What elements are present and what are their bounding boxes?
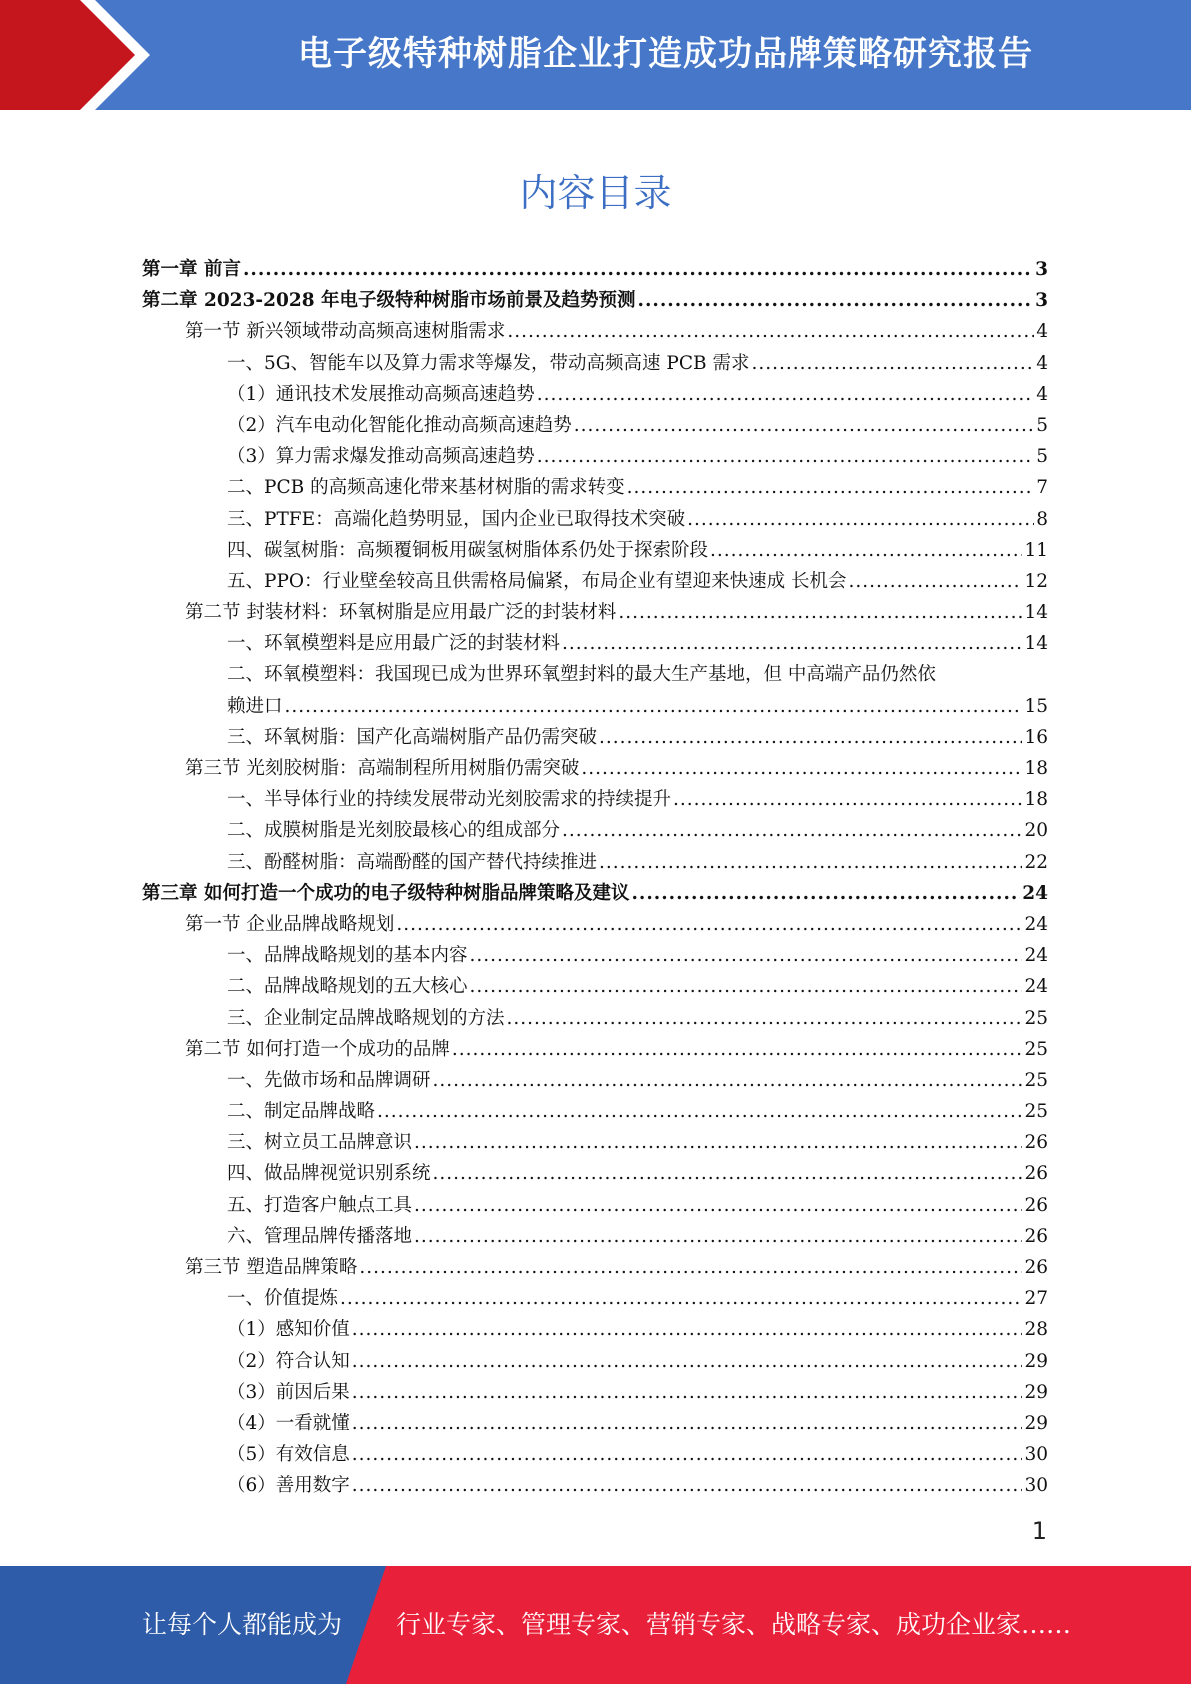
toc-entry-page: 25 (1024, 1101, 1048, 1123)
toc-entry-title: （4）一看就懂 (227, 1412, 350, 1434)
toc-entry[interactable] (142, 535, 1048, 566)
toc-entry[interactable] (142, 1408, 1048, 1439)
toc-entry-page: 25 (1024, 1069, 1048, 1091)
toc-entry-title: 四、做品牌视觉识别系统 (227, 1163, 431, 1185)
toc-entry-page: 4 (1036, 352, 1048, 374)
toc-entry[interactable] (142, 254, 1048, 285)
toc-leader-dots (414, 1190, 1022, 1221)
toc-entry[interactable] (142, 909, 1048, 940)
toc-leader-dots (599, 847, 1022, 878)
toc-entry-title: 第一章 前言 (142, 259, 241, 280)
toc-heading: 内容目录 (519, 171, 672, 215)
toc-leader-dots (574, 410, 1034, 441)
toc-entry-page: 25 (1024, 1007, 1048, 1029)
toc-entry-page: 20 (1024, 820, 1048, 842)
toc-entry-page: 14 (1024, 633, 1048, 655)
toc-entry[interactable] (142, 1158, 1048, 1189)
toc-leader-dots (687, 504, 1034, 535)
toc-leader-dots (352, 1439, 1023, 1470)
toc-leader-dots (433, 1158, 1023, 1189)
toc-entry[interactable] (142, 1283, 1048, 1314)
toc-entry[interactable] (142, 597, 1048, 628)
toc-entry-title: 第一节 新兴领域带动高频高速树脂需求 (185, 321, 506, 343)
toc-entry-title: 二、环氧模塑料：我国现已成为世界环氧塑封料的最大生产基地，但 中高端产品仍然依 (227, 664, 936, 686)
toc-entry-page: 26 (1024, 1257, 1048, 1279)
toc-entry[interactable] (142, 722, 1048, 753)
toc-entry-page: 18 (1024, 789, 1048, 811)
toc-entry-title: 六、管理品牌传播落地 (227, 1225, 413, 1247)
toc-leader-dots (537, 379, 1034, 410)
toc-entry-page: 24 (1024, 945, 1048, 967)
toc-entry-page: 27 (1024, 1288, 1048, 1310)
toc-entry-page: 3 (1035, 290, 1048, 312)
toc-entry-title: 二、PCB 的高频高速化带来基材树脂的需求转变 (227, 477, 625, 499)
toc-entry-title: 三、酚醛树脂：高端酚醛的国产替代持续推进 (227, 851, 598, 873)
toc-leader-dots (752, 348, 1035, 379)
toc-entry[interactable] (142, 1190, 1048, 1221)
toc-entry[interactable] (142, 1065, 1048, 1096)
toc-entry[interactable] (142, 628, 1048, 659)
toc-entry-title: 二、制定品牌战略 (227, 1101, 376, 1123)
toc-entry[interactable] (142, 379, 1048, 410)
toc-entry-title: 一、环氧模塑料是应用最广泛的封装材料 (227, 633, 561, 655)
toc-entry-page: 4 (1036, 383, 1048, 405)
toc-leader-dots (285, 691, 1023, 722)
toc-entry-title: 一、先做市场和品牌调研 (227, 1069, 431, 1091)
footer-slogan-right: 行业专家、管理专家、营销专家、战略专家、成功企业家…… (396, 1610, 1072, 1639)
toc-leader-dots (243, 254, 1033, 285)
toc-leader-dots (470, 940, 1023, 971)
header-banner (0, 0, 1191, 110)
toc-leader-dots (673, 784, 1022, 815)
page-number: 1 (1031, 1517, 1047, 1545)
toc-entry-title: 第三节 光刻胶树脂：高端制程所用树脂仍需突破 (185, 758, 580, 780)
toc-entry-title: 三、企业制定品牌战略规划的方法 (227, 1007, 505, 1029)
toc-entry-title: 一、品牌战略规划的基本内容 (227, 945, 468, 967)
toc-entry-page: 14 (1024, 602, 1048, 624)
toc-entry-title: 第三章 如何打造一个成功的电子级特种树脂品牌策略及建议 (142, 882, 630, 904)
toc-entry-title: 第二节 封装材料：环氧树脂是应用最广泛的封装材料 (185, 602, 617, 624)
toc-entry-page: 24 (1024, 913, 1048, 935)
toc-entry-page: 16 (1024, 726, 1048, 748)
toc-leader-dots (359, 1252, 1022, 1283)
toc-entry-page: 25 (1024, 1038, 1048, 1060)
toc-entry-page: 22 (1024, 851, 1048, 873)
toc-entry[interactable] (142, 504, 1048, 535)
toc-entry-page: 4 (1036, 321, 1048, 343)
toc-leader-dots (377, 1096, 1022, 1127)
toc-entry[interactable] (142, 815, 1048, 846)
toc-entry[interactable] (142, 1096, 1048, 1127)
toc-entry-title: （3）算力需求爆发推动高频高速趋势 (227, 446, 535, 468)
toc-leader-dots (507, 316, 1034, 347)
toc-entry[interactable] (142, 1127, 1048, 1158)
toc-entry-page: 30 (1024, 1475, 1048, 1497)
toc-entry[interactable] (142, 285, 1048, 316)
toc-entry[interactable] (142, 940, 1048, 971)
toc-entry-page: 26 (1024, 1132, 1048, 1154)
toc-entry[interactable] (142, 659, 1048, 721)
toc-entry-page: 5 (1036, 414, 1048, 436)
toc-entry-page: 26 (1024, 1225, 1048, 1247)
toc-entry-page: 11 (1024, 539, 1048, 561)
toc-entry[interactable] (142, 1470, 1048, 1501)
toc-entry[interactable] (142, 753, 1048, 784)
toc-leader-dots (507, 1003, 1023, 1034)
toc-entry-title: （1）感知价值 (227, 1319, 350, 1341)
toc-entry-page: 3 (1035, 259, 1048, 280)
toc-leader-dots (581, 753, 1022, 784)
toc-entry-title: （5）有效信息 (227, 1444, 350, 1466)
toc-entry-title: （2）汽车电动化智能化推动高频高速趋势 (227, 414, 572, 436)
toc-entry-title: 三、环氧树脂：国产化高端树脂产品仍需突破 (227, 726, 598, 748)
toc-entry-title: 三、树立员工品牌意识 (227, 1132, 413, 1154)
toc-entry-title: 第一节 企业品牌战略规划 (185, 913, 395, 935)
toc-entry-title: 一、半导体行业的持续发展带动光刻胶需求的持续提升 (227, 789, 672, 811)
toc-leader-dots (414, 1221, 1022, 1252)
toc-entry-page: 18 (1024, 758, 1048, 780)
toc-entry-page: 30 (1024, 1444, 1048, 1466)
toc-leader-dots (352, 1377, 1023, 1408)
toc-entry[interactable] (142, 1252, 1048, 1283)
toc-entry[interactable] (142, 348, 1048, 379)
footer-slogan-left: 让每个人都能成为 (142, 1610, 343, 1639)
toc-entry-page: 29 (1024, 1412, 1048, 1434)
toc-entry[interactable] (142, 316, 1048, 347)
toc-entry-title: 第二章 2023-2028 年电子级特种树脂市场前景及趋势预测 (142, 290, 636, 312)
toc-entry-title: 三、PTFE：高端化趋势明显，国内企业已取得技术突破 (227, 508, 686, 530)
toc-entry-title: （6）善用数字 (227, 1475, 350, 1497)
toc-entry-title: 二、品牌战略规划的五大核心 (227, 976, 468, 998)
toc-entry[interactable] (142, 1314, 1048, 1345)
toc-entry-title: 第三节 塑造品牌策略 (185, 1257, 358, 1279)
toc-entry[interactable] (142, 878, 1048, 909)
toc-leader-dots (562, 628, 1022, 659)
toc-entry[interactable] (142, 1346, 1048, 1377)
table-of-contents (142, 254, 1048, 1502)
toc-leader-dots (631, 878, 1020, 909)
toc-entry[interactable] (142, 1003, 1048, 1034)
toc-leader-dots (537, 441, 1034, 472)
toc-leader-dots (470, 971, 1023, 1002)
toc-leader-dots (710, 535, 1022, 566)
toc-entry-title: 四、碳氢树脂：高频覆铜板用碳氢树脂体系仍处于探索阶段 (227, 539, 709, 561)
toc-entry[interactable] (142, 1034, 1048, 1065)
toc-entry[interactable] (142, 472, 1048, 503)
toc-entry-page: 26 (1024, 1163, 1048, 1185)
toc-entry-title: （2）符合认知 (227, 1350, 350, 1372)
toc-entry[interactable] (142, 784, 1048, 815)
toc-entry-title: 二、成膜树脂是光刻胶最核心的组成部分 (227, 820, 561, 842)
toc-entry-title: 一、价值提炼 (227, 1288, 339, 1310)
toc-leader-dots (433, 1065, 1023, 1096)
toc-leader-dots (452, 1034, 1023, 1065)
toc-leader-dots (562, 815, 1022, 846)
toc-entry-page: 8 (1036, 508, 1048, 530)
footer-banner (0, 1566, 1191, 1684)
toc-entry[interactable] (142, 1377, 1048, 1408)
toc-leader-dots (627, 472, 1035, 503)
toc-entry[interactable] (142, 1439, 1048, 1470)
toc-leader-dots (599, 722, 1022, 753)
toc-entry-page: 24 (1022, 882, 1048, 904)
toc-leader-dots (396, 909, 1022, 940)
toc-entry-page: 24 (1024, 976, 1048, 998)
toc-entry-title-continued: 赖进口 (227, 695, 283, 717)
toc-entry-page: 29 (1024, 1350, 1048, 1372)
toc-entry-page: 7 (1036, 477, 1048, 499)
toc-leader-dots (414, 1127, 1022, 1158)
toc-leader-dots (848, 566, 1022, 597)
toc-leader-dots (638, 285, 1034, 316)
toc-entry-title: 五、打造客户触点工具 (227, 1194, 413, 1216)
toc-entry-title: （1）通讯技术发展推动高频高速趋势 (227, 383, 535, 405)
toc-entry-page: 26 (1024, 1194, 1048, 1216)
toc-entry-page: 12 (1024, 570, 1048, 592)
toc-entry[interactable] (142, 971, 1048, 1002)
report-title: 电子级特种树脂企业打造成功品牌策略研究报告 (298, 34, 1033, 74)
toc-entry-title: 一、5G、智能车以及算力需求等爆发，带动高频高速 PCB 需求 (227, 352, 750, 374)
toc-entry[interactable] (142, 847, 1048, 878)
toc-entry[interactable] (142, 566, 1048, 597)
toc-leader-dots (340, 1283, 1022, 1314)
toc-entry-page: 5 (1036, 446, 1048, 468)
toc-entry[interactable] (142, 410, 1048, 441)
toc-leader-dots (352, 1470, 1023, 1501)
toc-leader-dots (352, 1408, 1023, 1439)
toc-leader-dots (618, 597, 1022, 628)
toc-entry-page: 28 (1024, 1319, 1048, 1341)
toc-entry-title: 第二节 如何打造一个成功的品牌 (185, 1038, 450, 1060)
toc-entry-title: 五、PPO：行业壁垒较高且供需格局偏紧，布局企业有望迎来快速成 长机会 (227, 570, 847, 592)
toc-entry[interactable] (142, 1221, 1048, 1252)
toc-leader-dots (352, 1314, 1023, 1345)
toc-entry-page: 29 (1024, 1381, 1048, 1403)
toc-entry[interactable] (142, 441, 1048, 472)
toc-entry-title: （3）前因后果 (227, 1381, 350, 1403)
toc-entry-page: 15 (1024, 695, 1048, 717)
toc-leader-dots (352, 1346, 1023, 1377)
